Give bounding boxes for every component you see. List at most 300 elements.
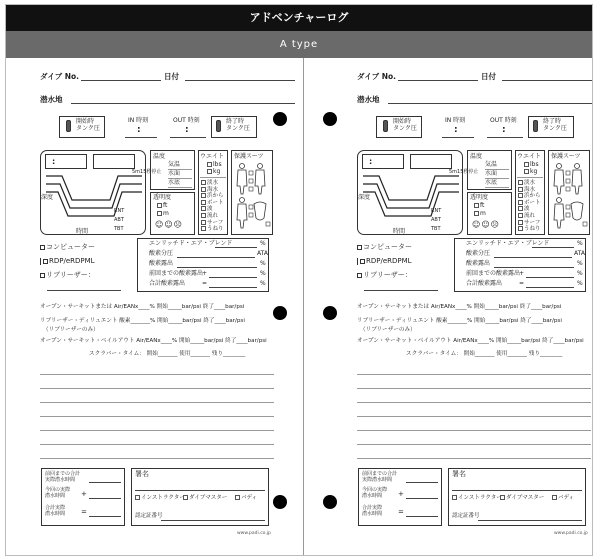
vis-m-label: m bbox=[163, 210, 169, 217]
bottom-temp-label: 水底 bbox=[168, 179, 181, 186]
nitrox-blend-unit: % bbox=[577, 240, 583, 247]
checkbox[interactable] bbox=[518, 180, 523, 185]
rdp-label: RDP/eRDPML bbox=[366, 257, 412, 265]
rebreather-row bbox=[40, 272, 95, 279]
checkbox[interactable] bbox=[201, 213, 206, 218]
vis-ft-label: ft bbox=[480, 202, 485, 209]
unit-label: bar/psi bbox=[564, 338, 584, 344]
signature-field[interactable] bbox=[135, 490, 265, 491]
checkbox[interactable] bbox=[518, 193, 523, 198]
oxygen-label: 酸素 bbox=[119, 318, 131, 324]
checkbox[interactable] bbox=[201, 226, 206, 231]
weight-divider bbox=[517, 177, 543, 178]
visibility-label: 透明度 bbox=[153, 194, 172, 201]
in-time-colon: : bbox=[137, 125, 141, 135]
vis-m-row bbox=[474, 211, 486, 217]
tbt-label: TBT bbox=[114, 226, 124, 232]
checkbox[interactable] bbox=[518, 187, 523, 192]
end-tank-label-2: タンク圧 bbox=[543, 125, 567, 132]
this-dive-label-1: 今回の実際 bbox=[362, 487, 388, 493]
entry-option[interactable] bbox=[518, 193, 541, 200]
entry-option[interactable] bbox=[201, 206, 224, 213]
binder-hole bbox=[323, 306, 337, 320]
start-tank-label-2: タンク圧 bbox=[393, 125, 417, 132]
buddy-row bbox=[235, 495, 257, 502]
checkbox[interactable] bbox=[40, 273, 45, 278]
weight-label: ウエイト bbox=[200, 153, 225, 160]
checkbox[interactable] bbox=[360, 259, 365, 264]
note-line[interactable] bbox=[40, 430, 274, 431]
entry-option-label: 浜から bbox=[207, 193, 224, 200]
divemaster-row bbox=[500, 495, 544, 502]
air-temp-label: 気温 bbox=[485, 161, 498, 168]
abt-label: ABT bbox=[431, 217, 441, 223]
abt-label: ABT bbox=[114, 217, 124, 223]
sum-field[interactable] bbox=[406, 516, 438, 517]
end-label: 終了 bbox=[519, 304, 531, 310]
pressure-group-box-end[interactable] bbox=[93, 154, 135, 169]
entry-option-label: 淡水 bbox=[524, 180, 536, 186]
ppo2-unit: ATA bbox=[574, 250, 585, 257]
out-time-field[interactable] bbox=[487, 137, 523, 138]
cert-number-label: 認定証番号 bbox=[135, 513, 163, 519]
in-time-field[interactable] bbox=[125, 137, 157, 138]
dive-profile-graph bbox=[42, 170, 146, 230]
entry-option[interactable] bbox=[518, 180, 541, 187]
suit-label: 保護スーツ bbox=[551, 153, 581, 160]
entry-option-label: 浜から bbox=[524, 193, 541, 200]
entry-option-label: サーフ bbox=[207, 219, 224, 226]
log-page-right bbox=[354, 58, 593, 555]
out-time-label: OUT 時刻 bbox=[173, 117, 200, 124]
gas-row-bailout[interactable]: オープン・サーキット・ベイルアウト Air/EANx____% 開始_____bar/psi 終了____bar/psi bbox=[40, 338, 267, 344]
wetsuit-icon bbox=[234, 162, 271, 232]
end-label: 終了 bbox=[225, 338, 237, 344]
instructor-label: インストラクター bbox=[458, 495, 502, 501]
air-eanx-label: Air/EANx bbox=[136, 338, 161, 344]
unit-label: bar/psi bbox=[225, 318, 245, 324]
note-line[interactable] bbox=[357, 402, 591, 403]
date-label: 日付 bbox=[481, 72, 496, 81]
note-line[interactable] bbox=[40, 374, 274, 375]
pressure-group-colon: : bbox=[369, 157, 373, 166]
prev-exposure-plus: + bbox=[519, 270, 525, 277]
weight-divider bbox=[200, 177, 226, 178]
entry-option-label: 波 bbox=[207, 206, 213, 213]
unit-label: bar/psi bbox=[542, 304, 562, 310]
entry-option-label: 流れ bbox=[524, 212, 536, 219]
sum-label-2: 潜水時間 bbox=[45, 511, 66, 517]
binder-hole bbox=[323, 495, 337, 509]
open-circuit-label: オープン・サーキットまたは bbox=[40, 304, 113, 310]
rdp-row bbox=[40, 258, 95, 265]
total-exposure-field[interactable] bbox=[209, 287, 257, 288]
depth-label: 深度 bbox=[41, 194, 54, 201]
dive-number-field[interactable] bbox=[81, 80, 161, 81]
surface-temp-label: 水面 bbox=[485, 170, 498, 177]
note-line[interactable] bbox=[40, 416, 274, 417]
log-spread bbox=[6, 58, 592, 555]
total-prev-field[interactable] bbox=[406, 482, 438, 483]
gas-row-open-circuit[interactable]: オープン・サーキットまたは Air/EANx____% 開始_____bar/psi 終了____bar/psi bbox=[40, 304, 245, 310]
pct-label: % bbox=[467, 318, 473, 324]
unit-label: bar/psi bbox=[181, 304, 201, 310]
rebreather-diluent-label: リブリーザー・ディリュエント bbox=[357, 318, 435, 324]
checkbox[interactable] bbox=[201, 206, 206, 211]
vis-m-row bbox=[157, 211, 169, 217]
exposure-field[interactable] bbox=[494, 267, 574, 268]
pressure-group-colon: : bbox=[52, 157, 56, 166]
in-time-colon: : bbox=[454, 125, 458, 135]
checkbox[interactable] bbox=[183, 495, 188, 500]
note-line[interactable] bbox=[40, 458, 274, 459]
scrubber-label: スクラバー・タイム： bbox=[89, 351, 145, 357]
start-label: 開始 bbox=[474, 318, 486, 324]
checkbox[interactable] bbox=[524, 162, 529, 167]
bailout-label: オープン・サーキット・ベイルアウト bbox=[357, 338, 452, 344]
log-page-left bbox=[37, 58, 299, 555]
dive-profile-graph bbox=[359, 170, 463, 230]
bottom-temp-field[interactable] bbox=[168, 187, 192, 188]
entry-option-label: 波 bbox=[524, 206, 530, 213]
rebreather-field[interactable] bbox=[47, 290, 121, 291]
note-line[interactable] bbox=[40, 402, 274, 403]
prev-exposure-field[interactable] bbox=[209, 277, 257, 278]
dive-site-label: 潜水地 bbox=[357, 95, 380, 104]
this-dive-field[interactable] bbox=[406, 498, 438, 499]
out-time-colon: : bbox=[185, 125, 189, 135]
checkbox[interactable] bbox=[500, 495, 505, 500]
checkbox[interactable] bbox=[201, 187, 206, 192]
start-label: 開始 bbox=[156, 304, 168, 310]
start-label: 開始 bbox=[157, 318, 169, 324]
total-prev-label-2: 実際潜水時間 bbox=[45, 477, 76, 483]
entry-option-label: ボート bbox=[207, 199, 224, 206]
rebreather-only-label: （リブリーザーのみ） bbox=[360, 327, 416, 333]
entry-option-label: ボート bbox=[524, 199, 541, 206]
ppo2-label: 酸素分圧 bbox=[149, 250, 174, 257]
entry-option-label: 流れ bbox=[207, 212, 219, 219]
entry-option-label: 海水 bbox=[207, 186, 219, 193]
cert-number-field[interactable] bbox=[478, 520, 582, 521]
entry-option-label: 海水 bbox=[524, 186, 536, 193]
checkbox[interactable] bbox=[518, 213, 523, 218]
sum-field[interactable] bbox=[89, 516, 121, 517]
date-field[interactable] bbox=[502, 80, 593, 81]
rebreather-field[interactable] bbox=[364, 290, 438, 291]
signature-field[interactable] bbox=[452, 490, 582, 491]
note-line[interactable] bbox=[357, 374, 591, 375]
start-tank-label-1: 開始時 bbox=[393, 118, 412, 125]
ppo2-field[interactable] bbox=[177, 257, 255, 258]
scrubber-row[interactable]: スクラバー・タイム： 開始_______ 使用_______ 残り________ bbox=[406, 351, 563, 357]
total-prev-label-1: 前回までの合計 bbox=[362, 471, 398, 477]
binder-hole bbox=[323, 112, 337, 126]
exposure-label: 酸素露出 bbox=[466, 260, 491, 267]
entry-option[interactable] bbox=[518, 213, 541, 220]
out-time-colon: : bbox=[502, 125, 506, 135]
kg-label: kg bbox=[530, 168, 538, 175]
rebreather-row bbox=[357, 272, 412, 279]
end-tank-label-2: タンク圧 bbox=[226, 125, 250, 132]
in-time-label: IN 時刻 bbox=[128, 117, 149, 124]
prev-exposure-label: 前回までの酸素露出 bbox=[149, 270, 204, 277]
in-time-field[interactable] bbox=[442, 137, 474, 138]
date-label: 日付 bbox=[164, 72, 179, 81]
out-time-label: OUT 時刻 bbox=[490, 117, 517, 124]
exposure-unit: % bbox=[260, 260, 266, 267]
nitrox-blend-field[interactable] bbox=[215, 247, 257, 248]
cert-number-label: 認定証番号 bbox=[452, 513, 480, 519]
total-exposure-label: 合計酸素露出 bbox=[466, 280, 503, 287]
pressure-group-box-end[interactable] bbox=[410, 154, 452, 169]
prev-exposure-field[interactable] bbox=[526, 277, 574, 278]
signature-label: 署名 bbox=[452, 470, 466, 478]
exposure-unit: % bbox=[577, 260, 583, 267]
depth-label: 深度 bbox=[358, 194, 371, 201]
temperature-label: 温度 bbox=[470, 153, 483, 160]
totals-eq: = bbox=[398, 508, 404, 516]
scrubber-row[interactable]: スクラバー・タイム： 開始_______ 使用_______ 残り________ bbox=[89, 351, 246, 357]
note-line[interactable] bbox=[357, 388, 591, 389]
computer-row bbox=[357, 244, 412, 251]
wetsuit-icon bbox=[551, 162, 588, 232]
visibility-faces-icon[interactable]: ☺☺☹ bbox=[155, 220, 184, 229]
page-header bbox=[6, 5, 592, 31]
total-prev-label-2: 実際潜水時間 bbox=[362, 477, 393, 483]
divemaster-row bbox=[183, 495, 227, 502]
this-dive-label-2: 潜水時間 bbox=[362, 493, 383, 499]
instructor-label: インストラクター bbox=[141, 495, 185, 501]
document-frame bbox=[5, 4, 593, 556]
buddy-row bbox=[552, 495, 574, 502]
entry-option[interactable] bbox=[518, 206, 541, 213]
air-eanx-label: Air/EANx bbox=[453, 338, 478, 344]
entry-option[interactable] bbox=[518, 226, 541, 233]
dive-site-field[interactable] bbox=[388, 103, 593, 104]
unit-label: bar/psi bbox=[542, 318, 562, 324]
checkbox[interactable] bbox=[474, 211, 479, 216]
end-label: 終了 bbox=[520, 318, 532, 324]
checkbox[interactable] bbox=[201, 180, 206, 185]
entry-option-label: サーフ bbox=[524, 219, 541, 226]
nitrox-blend-unit: % bbox=[260, 240, 266, 247]
ppo2-field[interactable] bbox=[494, 257, 572, 258]
checkbox[interactable] bbox=[201, 200, 206, 205]
pct-label: % bbox=[150, 318, 156, 324]
bailout-label: オープン・サーキット・ベイルアウト bbox=[40, 338, 135, 344]
weight-label: ウエイト bbox=[517, 153, 542, 160]
air-eanx-label: Air/EANx bbox=[430, 304, 456, 310]
time-label: 時間 bbox=[393, 228, 406, 235]
total-exposure-field[interactable] bbox=[526, 287, 574, 288]
this-dive-label-1: 今回の実際 bbox=[45, 487, 71, 493]
vis-m-label: m bbox=[480, 210, 486, 217]
checkbox[interactable] bbox=[552, 495, 557, 500]
unit-label: bar/psi bbox=[182, 318, 202, 324]
checkbox[interactable] bbox=[135, 495, 140, 500]
note-line[interactable] bbox=[357, 444, 591, 445]
lbs-label: lbs bbox=[530, 161, 539, 168]
kg-row bbox=[207, 169, 220, 175]
end-label: 終了 bbox=[542, 338, 554, 344]
computer-label: コンピューター bbox=[46, 243, 95, 251]
buddy-label: バディ bbox=[558, 495, 575, 501]
total-exposure-eq: = bbox=[519, 280, 525, 287]
checkbox[interactable] bbox=[518, 206, 523, 211]
tbt-label: TBT bbox=[431, 226, 441, 232]
end-label: 終了 bbox=[202, 304, 214, 310]
rebreather-only-label: （リブリーザーのみ） bbox=[43, 327, 99, 333]
remaining-label: 残り bbox=[528, 351, 540, 357]
note-line[interactable] bbox=[357, 416, 591, 417]
header-title: アドベンチャーログ bbox=[249, 11, 349, 24]
checkbox[interactable] bbox=[157, 203, 162, 208]
checkbox[interactable] bbox=[474, 203, 479, 208]
end-label: 終了 bbox=[203, 318, 215, 324]
checkbox[interactable] bbox=[201, 220, 206, 225]
kg-label: kg bbox=[213, 168, 221, 175]
air-eanx-label: Air/EANx bbox=[113, 304, 139, 310]
divemaster-label: ダイブマスター bbox=[189, 495, 228, 501]
checkbox[interactable] bbox=[518, 220, 523, 225]
tank-icon bbox=[533, 120, 538, 132]
entry-option[interactable] bbox=[201, 226, 224, 233]
oxygen-label: 酸素 bbox=[436, 318, 448, 324]
computer-label: コンピューター bbox=[363, 243, 412, 251]
checkbox[interactable] bbox=[518, 226, 523, 231]
note-line[interactable] bbox=[40, 444, 274, 445]
start-tank-label-1: 開始時 bbox=[76, 118, 95, 125]
sum-label-2: 潜水時間 bbox=[362, 511, 383, 517]
rebreather-diluent-label: リブリーザー・ディリュエント bbox=[40, 318, 118, 324]
note-line[interactable] bbox=[40, 388, 274, 389]
pct-label: % bbox=[466, 304, 472, 310]
gas-row-rebreather[interactable]: リブリーザー・ディリュエント 酸素_______% 開始_____bar/psi 終了____bar/psi bbox=[357, 318, 562, 324]
prev-exposure-unit: % bbox=[577, 270, 583, 277]
checkbox[interactable] bbox=[518, 200, 523, 205]
end-tank-label-1: 終了時 bbox=[226, 118, 245, 125]
cert-number-field[interactable] bbox=[161, 520, 265, 521]
footer-url: www.padi.co.jp bbox=[237, 531, 271, 536]
prev-exposure-unit: % bbox=[260, 270, 266, 277]
entry-option[interactable] bbox=[201, 213, 224, 220]
vis-ft-row bbox=[157, 203, 167, 209]
sum-label-1: 合計実際 bbox=[362, 505, 383, 511]
total-prev-field[interactable] bbox=[89, 482, 121, 483]
dive-site-label: 潜水地 bbox=[40, 95, 63, 104]
this-dive-label-2: 潜水時間 bbox=[45, 493, 66, 499]
rebreather-label: リブリーザー： bbox=[46, 271, 95, 279]
suit-label: 保護スーツ bbox=[234, 153, 264, 160]
tank-icon bbox=[216, 120, 221, 132]
dive-number-field[interactable] bbox=[398, 80, 478, 81]
used-label: 使用 bbox=[179, 351, 191, 357]
gas-row-rebreather[interactable]: リブリーザー・ディリュエント 酸素_______% 開始_____bar/psi 終了____bar/psi bbox=[40, 318, 245, 324]
checkbox[interactable] bbox=[43, 259, 48, 264]
temperature-label: 温度 bbox=[153, 153, 166, 160]
start-tank-label-2: タンク圧 bbox=[76, 125, 100, 132]
unit-label: bar/psi bbox=[204, 338, 224, 344]
note-line[interactable] bbox=[357, 430, 591, 431]
end-tank-label-1: 終了時 bbox=[543, 118, 562, 125]
checkbox[interactable] bbox=[357, 245, 362, 250]
exposure-field[interactable] bbox=[177, 267, 257, 268]
tank-icon bbox=[383, 120, 388, 132]
entry-option[interactable] bbox=[201, 180, 224, 187]
divemaster-label: ダイブマスター bbox=[506, 495, 545, 501]
kg-row bbox=[524, 169, 537, 175]
tank-icon bbox=[66, 120, 71, 132]
checkbox[interactable] bbox=[452, 495, 457, 500]
start-label: 開始 bbox=[178, 338, 191, 344]
rdp-row bbox=[357, 258, 412, 265]
totals-plus: + bbox=[398, 490, 404, 498]
gas-row-open-circuit[interactable]: オープン・サーキットまたは Air/EANx____% 開始_____bar/psi 終了____bar/psi bbox=[357, 304, 562, 310]
checkbox[interactable] bbox=[357, 273, 362, 278]
unit-label: bar/psi bbox=[247, 338, 267, 344]
nitrox-blend-label: エンリッチド・エア・ブレンド bbox=[466, 240, 550, 247]
dive-number-label: ダイブ No. bbox=[357, 72, 397, 81]
entry-list bbox=[201, 180, 224, 233]
checkbox[interactable] bbox=[40, 245, 45, 250]
this-dive-field[interactable] bbox=[89, 498, 121, 499]
checkbox[interactable] bbox=[207, 169, 212, 174]
bottom-temp-field[interactable] bbox=[485, 187, 509, 188]
exposure-label: 酸素露出 bbox=[149, 260, 174, 267]
visibility-faces-icon[interactable]: ☺☺☹ bbox=[472, 220, 501, 229]
note-line[interactable] bbox=[357, 458, 591, 459]
nitrox-blend-field[interactable] bbox=[532, 247, 574, 248]
date-field[interactable] bbox=[185, 80, 295, 81]
rnt-label: RNT bbox=[114, 208, 125, 214]
total-exposure-label: 合計酸素露出 bbox=[149, 280, 186, 287]
ppo2-label: 酸素分圧 bbox=[466, 250, 491, 257]
out-time-field[interactable] bbox=[170, 137, 206, 138]
visibility-label: 透明度 bbox=[470, 194, 489, 201]
entry-list bbox=[518, 180, 541, 233]
vis-ft-label: ft bbox=[163, 202, 168, 209]
checkbox[interactable] bbox=[524, 169, 529, 174]
entry-option[interactable] bbox=[201, 193, 224, 200]
checkbox[interactable] bbox=[207, 162, 212, 167]
rdp-label: RDP/eRDPML bbox=[49, 257, 95, 265]
page-subheader bbox=[6, 31, 592, 58]
checkbox[interactable] bbox=[201, 193, 206, 198]
start-label: 開始 bbox=[146, 351, 158, 357]
footer-url: www.padi.co.jp bbox=[554, 531, 588, 536]
dive-site-field[interactable] bbox=[71, 103, 295, 104]
nitrox-blend-label: エンリッチド・エア・ブレンド bbox=[149, 240, 233, 247]
used-label: 使用 bbox=[496, 351, 508, 357]
instructor-row bbox=[135, 495, 185, 502]
rnt-label: RNT bbox=[431, 208, 442, 214]
checkbox[interactable] bbox=[157, 211, 162, 216]
in-time-label: IN 時刻 bbox=[445, 117, 466, 124]
prev-exposure-plus: + bbox=[202, 270, 208, 277]
gas-row-bailout[interactable]: オープン・サーキット・ベイルアウト Air/EANx____% 開始_____bar/psi 終了____bar/psi bbox=[357, 338, 584, 344]
checkbox[interactable] bbox=[235, 495, 240, 500]
signature-label: 署名 bbox=[135, 470, 149, 478]
pct-label: % bbox=[149, 304, 155, 310]
start-label: 開始 bbox=[463, 351, 475, 357]
dive-number-label: ダイブ No. bbox=[40, 72, 80, 81]
totals-plus: + bbox=[81, 490, 87, 498]
buddy-label: バディ bbox=[241, 495, 258, 501]
stop-label: 5m15秒停止 bbox=[449, 169, 479, 175]
stop-label: 5m15秒停止 bbox=[132, 169, 162, 175]
entry-option-label: うねり bbox=[524, 226, 541, 233]
